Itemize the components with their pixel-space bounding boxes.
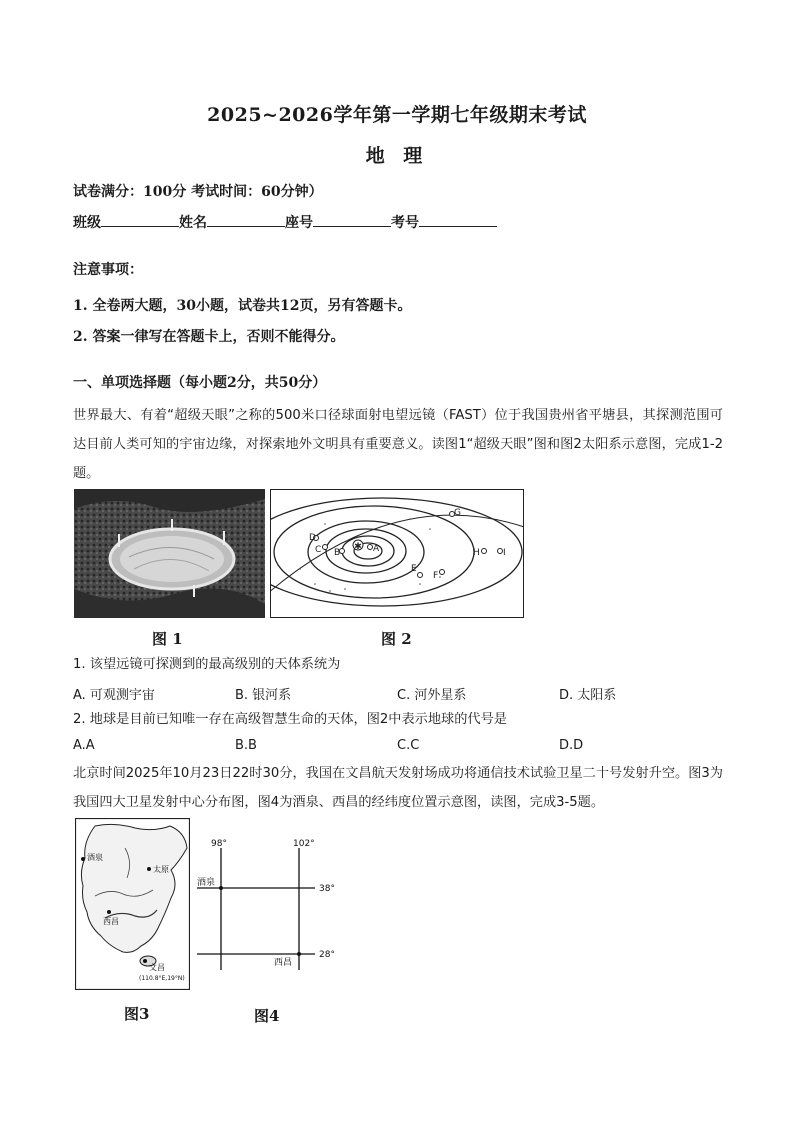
fig3-caption: 图3	[124, 1005, 150, 1023]
lat-lon-grid-diagram	[197, 834, 347, 974]
question-1-stem: 1. 该望远镜可探测到的最高级别的天体系统为	[73, 657, 341, 672]
subject-title: 地 理	[365, 145, 429, 167]
score-time-line: 试卷满分：100分 考试时间：60分钟）	[73, 184, 323, 200]
question-2-stem: 2. 地球是目前已知唯一存在高级智慧生命的天体，图2中表示地球的代号是	[73, 712, 507, 727]
planet-label-c: C	[315, 545, 322, 555]
q2-option-c: C.C	[397, 738, 420, 753]
q1-option-d: D. 太阳系	[559, 688, 617, 703]
q1-option-a: A. 可观测宇宙	[73, 688, 155, 703]
map-label-jiuquan: 酒泉	[87, 853, 103, 862]
map-label-wenchang-coords: (110.8°E,19°N)	[139, 975, 185, 982]
planet-label-a: A	[373, 544, 380, 554]
longitude-label-102: 102°	[293, 839, 315, 849]
svg-text:✱: ✱	[354, 542, 362, 552]
fig2-caption: 图 2	[381, 630, 412, 648]
planet-label-i: I	[503, 548, 506, 558]
exam-title: 2025~2026学年第一学期七年级期末考试	[207, 104, 587, 126]
fig1-caption: 图 1	[152, 630, 183, 648]
class-label: 班级	[73, 215, 101, 231]
fast-telescope-photo	[74, 489, 265, 618]
china-launch-center-map	[75, 818, 190, 990]
name-blank	[207, 214, 285, 227]
seat-blank	[313, 214, 391, 227]
map-label-xichang: 西昌	[103, 917, 119, 926]
notes-heading: 注意事项：	[73, 262, 143, 278]
map-label-taiyuan: 太原	[153, 865, 169, 874]
section-heading: 一、单项选择题（每小题2分，共50分）	[73, 375, 327, 391]
student-info-row	[73, 212, 497, 232]
seat-label: 座号	[285, 215, 313, 231]
longitude-label-98: 98°	[211, 839, 227, 849]
note-item: 2. 答案一律写在答题卡上，否则不能得分。	[73, 329, 345, 345]
q2-option-a: A.A	[73, 738, 95, 753]
city-label-xichang: 西昌	[274, 958, 293, 968]
fig4-caption: 图4	[254, 1007, 280, 1025]
planet-label-f: F	[433, 571, 439, 581]
note-item: 1. 全卷两大题，30小题，试卷共12页，另有答题卡。	[73, 298, 412, 314]
planet-label-g: G	[454, 508, 461, 518]
solar-system-diagram	[270, 489, 524, 618]
map-label-wenchang: 文昌	[149, 963, 165, 972]
planet-label-b: B	[334, 548, 341, 558]
intro-paragraph-2: 北京时间2025年10月23日22时30分，我国在文昌航天发射场成功将通信技术试验卫星二十号发射升空。图3为我国四大卫星发射中心分布图，图4为酒泉、西昌的经纬度位置示意图，读图，完成3-5题。	[73, 766, 723, 810]
planet-label-d: D	[309, 533, 316, 543]
planet-label-h: H	[473, 548, 480, 558]
city-label-jiuquan: 酒泉	[197, 878, 216, 888]
class-blank	[101, 214, 179, 227]
exam-no-blank	[419, 214, 497, 227]
q2-option-d: D.D	[559, 738, 584, 753]
q1-option-c: C. 河外星系	[397, 688, 467, 703]
latitude-label-28: 28°	[319, 950, 335, 960]
q2-option-b: B.B	[235, 738, 257, 753]
exam-no-label: 考号	[391, 215, 419, 231]
planet-label-e: E	[411, 564, 417, 574]
name-label: 姓名	[179, 215, 207, 231]
latitude-label-38: 38°	[319, 884, 335, 894]
q1-option-b: B. 银河系	[235, 688, 292, 703]
intro-paragraph-1: 世界最大、有着“超级天眼”之称的500米口径球面射电望远镜（FAST）位于我国贵州省平塘县，其探测范围可达目前人类可知的宇宙边缘，对探索地外文明具有重要意义。读图1“超级天眼”图和图2太阳系示意图，完成1-2题。	[73, 408, 723, 481]
